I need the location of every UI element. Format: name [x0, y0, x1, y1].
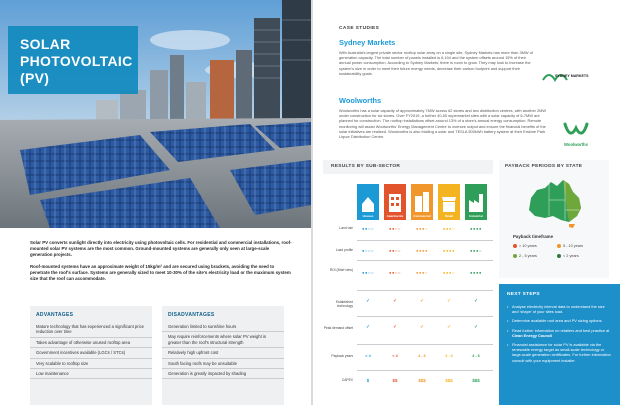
woolworths-logo-text: Woolworths — [564, 142, 588, 147]
advantage-item: Very scalable to rooftop size — [30, 359, 152, 369]
roi-meter: ●●○○ — [388, 270, 402, 275]
sector-commercial — [411, 184, 433, 405]
next-step-text: Read further information on retailers and best practice at — [512, 327, 610, 333]
load-profile-meter: ●●●○ — [469, 248, 483, 253]
disadvantage-item: Generation limited to sunshine hours — [162, 322, 284, 332]
intro-paragraph-2: Roof-mounted systems have an approximate weight of 15kg/m² and are secured using brackets, avoiding the need to penetrate the roof's surface. Systems are generally sized to meet 10-30% of the site's electricity load or the maximum system size that the roof can accommodate. — [30, 263, 291, 282]
results-heading: RESULTS BY SUB-SECTOR — [331, 164, 401, 169]
next-step-item: • Financial assistance for solar PV is available via the renewable energy target as small-scale technology or large-scale generation certificates. For further information consult with your equipment installer. — [507, 342, 611, 363]
load-profile-meter: ●○○○ — [361, 248, 375, 253]
legend-item — [513, 254, 537, 258]
next-steps-list — [507, 304, 611, 367]
roi-meter: ●●●○ — [415, 270, 429, 275]
page-title-line1: SOLAR — [20, 36, 71, 52]
sector-retail — [438, 184, 460, 405]
row-label-roi: ROI (Brief view) — [329, 268, 353, 272]
pros-cons — [30, 306, 286, 405]
sydney-markets-heading: Sydney Markets — [339, 38, 396, 47]
check-icon: ✓ — [420, 324, 424, 329]
check-icon: ✓ — [366, 298, 370, 303]
row-label-land-use: Land use — [339, 226, 353, 230]
check-icon: ✓ — [366, 324, 370, 329]
sector-apartments — [384, 184, 406, 405]
results-header — [323, 160, 493, 174]
sector-industrial — [465, 184, 487, 405]
next-steps-panel — [499, 284, 620, 405]
woolworths-logo-icon — [559, 118, 593, 142]
legend-item — [557, 244, 583, 248]
hero-photo — [0, 0, 311, 228]
legend-item — [513, 244, 537, 248]
row-label-load-profile: Load profile — [335, 248, 353, 252]
disadvantages-heading: DISADVANTAGES — [168, 312, 215, 318]
row-label-capex: CAPEX — [341, 378, 353, 382]
row-label-payback: Payback years — [331, 354, 353, 358]
row-divider — [357, 240, 493, 241]
payback-years-value: 4 - 6 — [472, 354, 480, 358]
case-studies-heading: CASE STUDIES — [339, 26, 380, 31]
legend-label: 5 - 10 years — [563, 244, 584, 248]
intro-text — [30, 240, 292, 287]
load-profile-meter: ●●○○ — [388, 248, 402, 253]
sydney-markets-logo — [541, 66, 589, 86]
roi-meter: ●●●○ — [442, 270, 456, 275]
check-icon: ✓ — [474, 298, 478, 303]
sector-label: Commercial — [413, 214, 431, 218]
sydney-markets-logo-text: SYDNEY MARKETS — [555, 74, 589, 78]
next-step-item: • Analyse electricity interval data to understand the size and 'shape' of your sites load. — [507, 304, 611, 314]
next-step-item — [507, 328, 611, 338]
intro-paragraph-1: Solar PV converts sunlight directly into electricity using photovoltaic cells. For residential and commercial installations, roof-mounted solar PV systems are the most common. Ground-mounted systems are generally only seen at large-scale generation projects. — [30, 240, 292, 258]
row-divider — [357, 290, 493, 291]
check-icon: ✓ — [447, 298, 451, 303]
sector-houses — [357, 184, 379, 405]
page-title-line3: (PV) — [20, 70, 50, 86]
advantages-heading: ADVANTAGES — [36, 312, 74, 318]
legend-label: > 10 years — [519, 244, 537, 248]
check-icon: ✓ — [474, 324, 478, 329]
title-box — [8, 26, 138, 94]
check-icon: ✓ — [447, 324, 451, 329]
capex-value: $ — [366, 378, 370, 383]
capex-value: $$$ — [445, 378, 453, 383]
sector-label: Houses — [362, 214, 374, 218]
disadvantages-panel — [162, 306, 284, 405]
legend-dot — [557, 254, 561, 258]
sector-label: Retail — [444, 214, 454, 218]
load-profile-meter: ●●●● — [442, 248, 456, 253]
sector-label: Industrial — [469, 214, 483, 218]
load-profile-meter: ●●●● — [415, 248, 429, 253]
disadvantage-item: Generation is greatly impacted by shading — [162, 369, 284, 379]
row-divider — [357, 316, 493, 317]
australia-map-icon — [523, 176, 587, 228]
right-page — [313, 0, 620, 405]
legend-dot — [557, 244, 561, 248]
roi-meter: ●●●● — [469, 270, 483, 275]
land-use-meter: ●●●○ — [415, 226, 429, 231]
legend-item — [557, 254, 579, 258]
clean-energy-council-link[interactable]: Clean Energy Council — [512, 332, 553, 338]
advantage-item: Government incentives available (LGCs / STCs) — [30, 348, 152, 358]
roi-meter: ●●○○ — [361, 270, 375, 275]
row-divider — [357, 344, 493, 345]
land-use-meter: ●●○○ — [361, 226, 375, 231]
next-steps-heading: NEXT STEPS — [507, 292, 540, 297]
check-icon: ✓ — [393, 324, 397, 329]
results-by-sub-sector — [323, 160, 493, 405]
row-label-peak-demand: Peak demand offset — [323, 326, 353, 330]
next-step-item: • Determine available roof area and PV sizing options. — [507, 318, 611, 323]
woolworths-heading: Woolworths — [339, 96, 382, 105]
land-use-meter: ●●○○ — [388, 226, 402, 231]
check-icon: ✓ — [393, 298, 397, 303]
woolworths-text: Woolworths has a solar capacity of approximately 7MW across 62 stores and two distribution centres, with another 2MW under construction for six stores. Over FY2019, a further 40-50 supermarket sites with a solar capacity of 6-7MW are planned for construction. The rooftop installations offset around 13% of a store's annual energy consumption. Remote monitoring will assist Woolworths' Energy Management Centre to oversee output and ensure the financial benefits of the solar initiatives are realised. Woolworths is also trialling a solar and TESLA 500kWh battery system at their Erskine Park Liquor Distribution Centre. — [339, 108, 547, 140]
woolworths-logo — [559, 118, 593, 152]
page-title-line2: PHOTOVOLTAIC — [20, 53, 133, 69]
advantages-panel — [30, 306, 152, 405]
payback-heading: PAYBACK PERIODS BY STATE — [505, 164, 583, 169]
check-icon: ✓ — [420, 298, 424, 303]
disadvantage-item: Relatively high upfront cost — [162, 348, 284, 358]
payback-years-value: < 4 — [365, 354, 371, 358]
advantage-item: Takes advantage of otherwise unused rooftop area — [30, 338, 152, 348]
row-divider — [357, 260, 493, 261]
land-use-meter: ●●●○ — [442, 226, 456, 231]
advantage-item: Mature technology that has experienced a significant price reduction over time — [30, 322, 152, 338]
sector-label: Apartments — [386, 214, 404, 218]
payback-years-value: 4 - 6 — [445, 354, 453, 358]
capex-value: $$$ — [418, 378, 426, 383]
legend-label: 2 - 5 years — [519, 254, 537, 258]
disadvantage-item: South facing roofs may be unsuitable — [162, 359, 284, 369]
payback-timeframe-heading: Payback timeframe — [513, 234, 554, 239]
payback-periods-panel — [499, 160, 609, 278]
sydney-markets-text: With Australia's largest private sector rooftop solar array on a single site, Sydney Markets has more than 3MW of generation capacity. The total number of panels installed is 6,194 and the system offsets around 15% of their annual power consumption. According to Sydney Markets, there is room to grow. They may look to increase the system's size in order to meet their future energy needs, decrease their carbon footprint and support their sustainability goals. — [339, 50, 533, 76]
disadvantage-item: May require reinforcements where solar PV weight is greater than the roof's structural strength — [162, 332, 284, 348]
payback-years-value: < 4 — [392, 354, 398, 358]
advantage-item: Low maintenance — [30, 369, 152, 379]
capex-value: $$$ — [472, 378, 480, 383]
row-label-established-tech: Established technology — [335, 300, 353, 308]
payback-years-value: 4 - 6 — [418, 354, 426, 358]
legend-dot — [513, 244, 517, 248]
legend-dot — [513, 254, 517, 258]
land-use-meter: ●●●● — [469, 226, 483, 231]
row-divider — [357, 370, 493, 371]
capex-value: $$ — [392, 378, 398, 383]
legend-label: < 2 years — [563, 254, 579, 258]
